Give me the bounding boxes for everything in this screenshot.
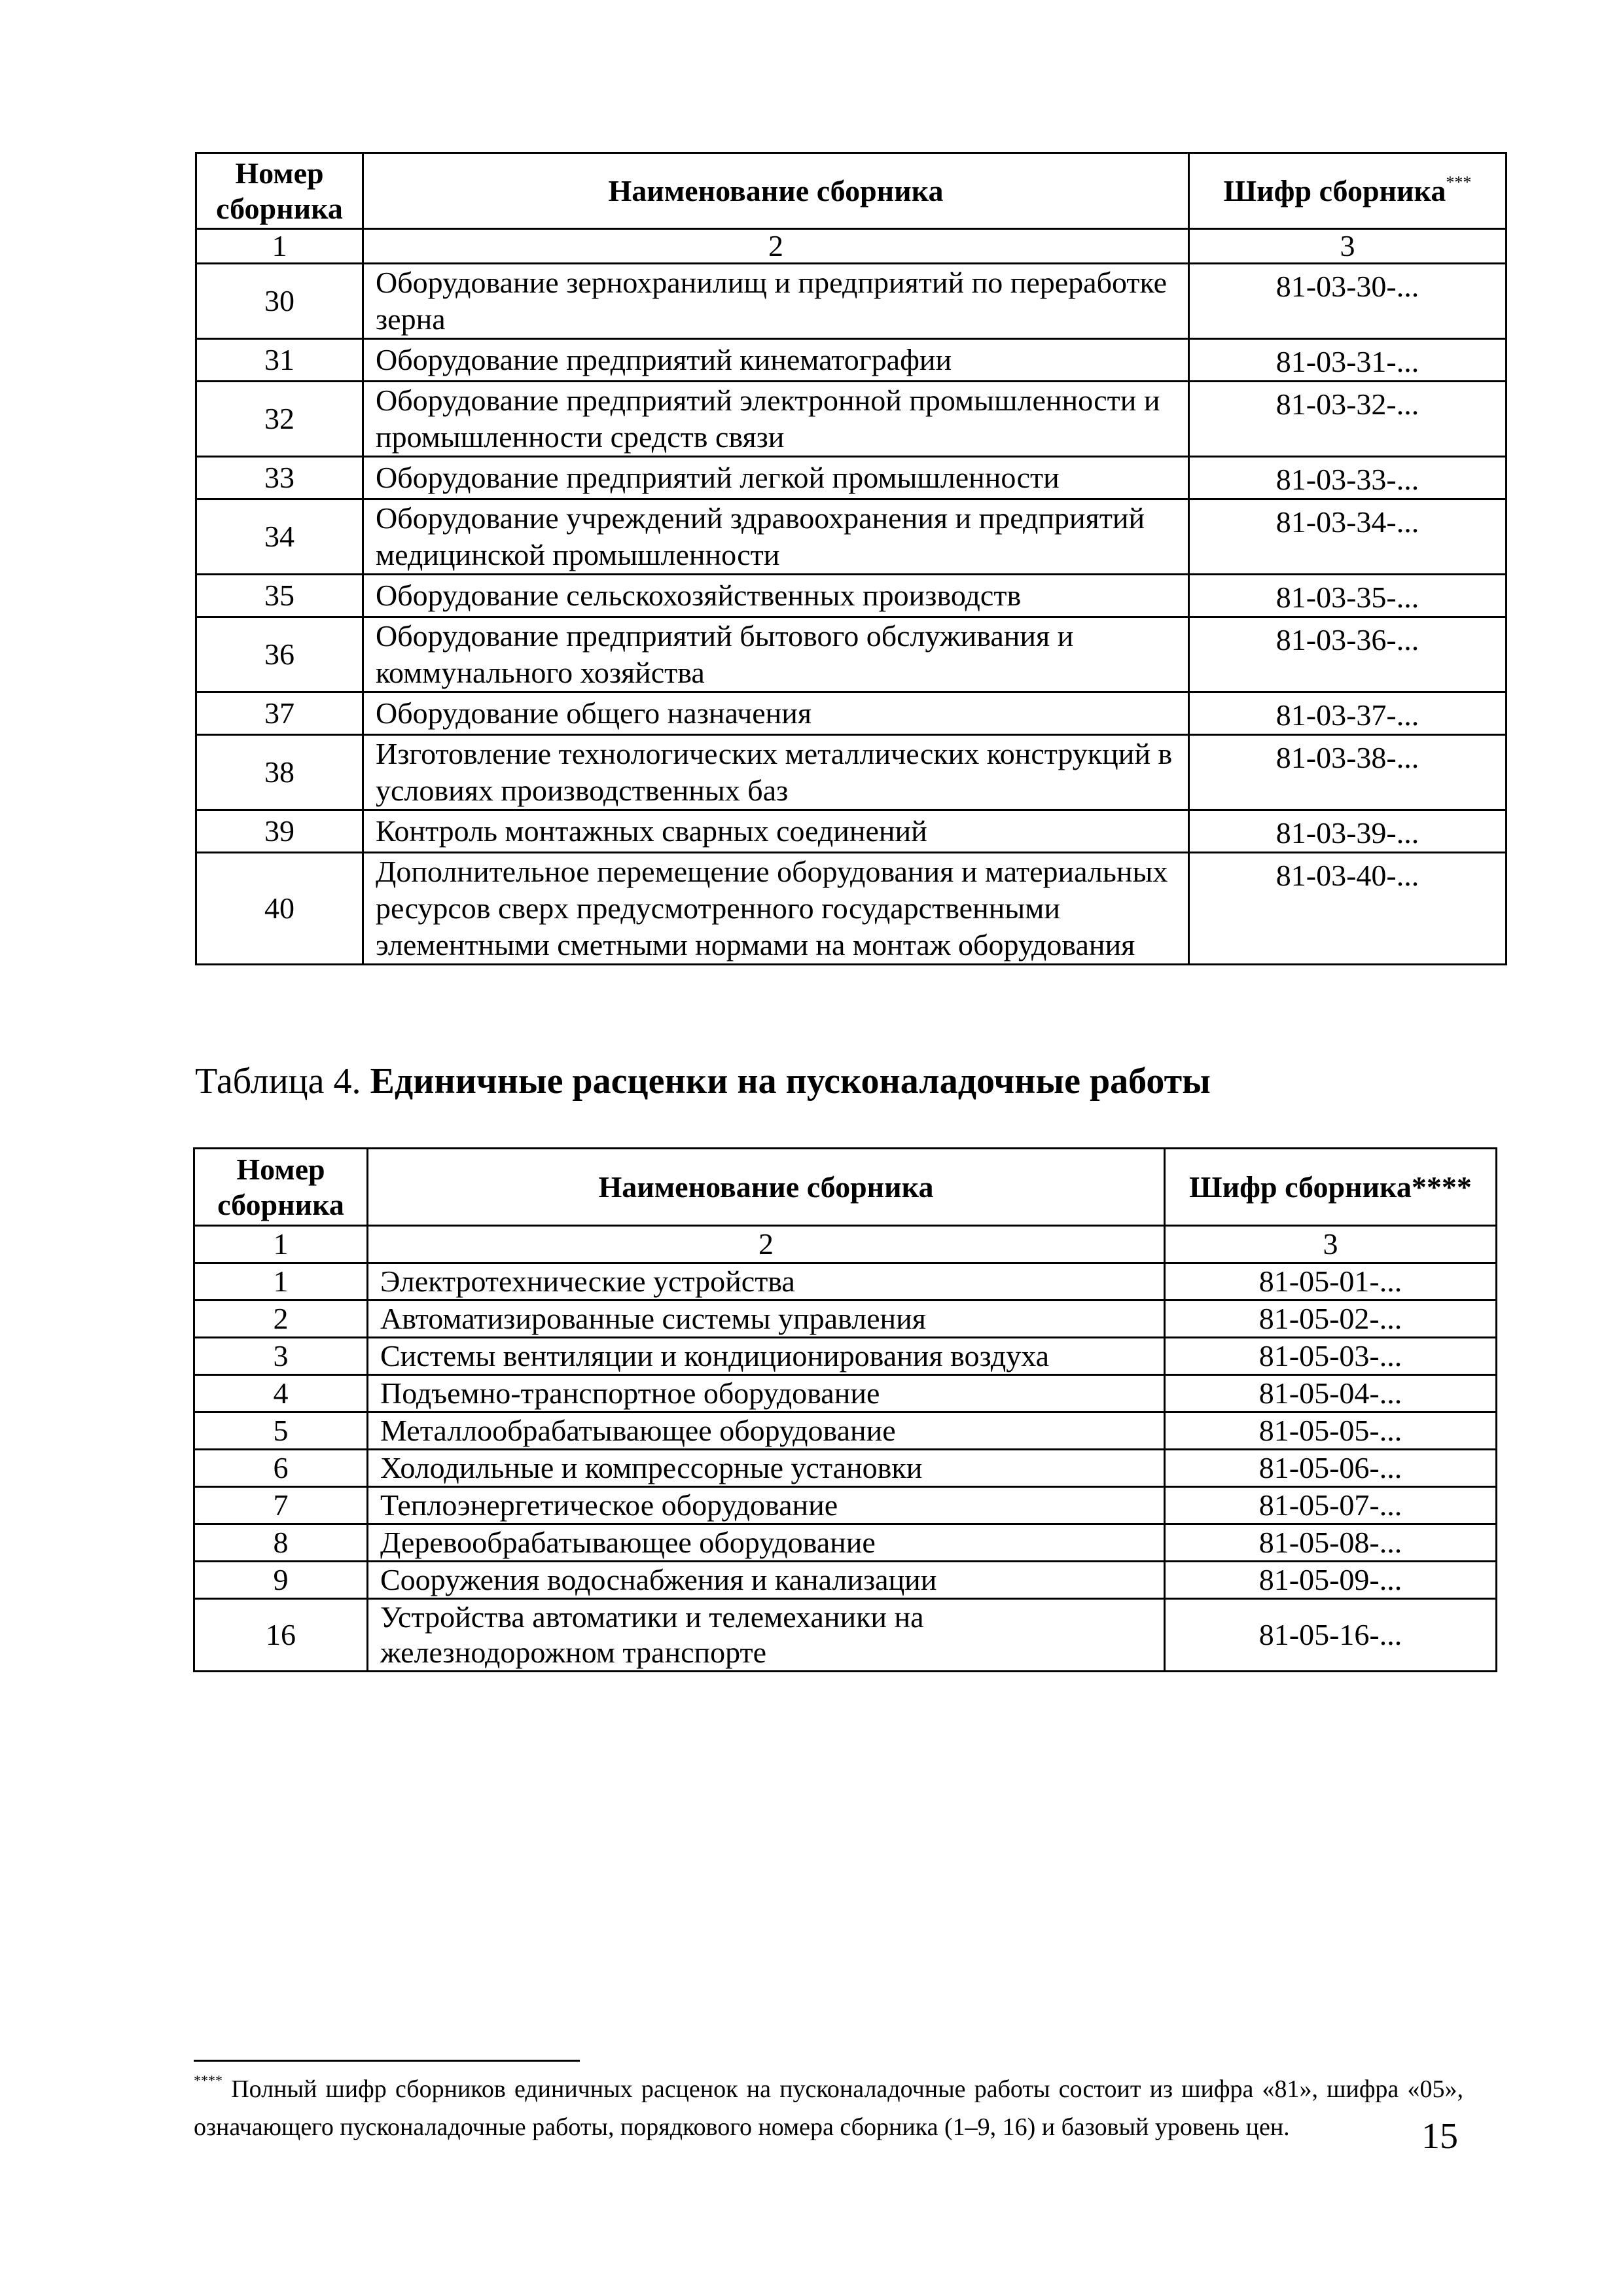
row-name-cell: Сооружения водоснабжения и канализации <box>368 1562 1165 1599</box>
table-header-row <box>196 153 1507 229</box>
row-number-cell: 39 <box>196 810 363 853</box>
row-code-cell: 81-05-01-... <box>1165 1263 1497 1300</box>
row-number-cell: 37 <box>196 692 363 735</box>
row-name-cell: Деревообрабатывающее оборудование <box>368 1524 1165 1562</box>
footnote-divider <box>194 2060 580 2062</box>
table-row <box>196 339 1507 382</box>
table-row <box>194 1263 1497 1300</box>
column-index-row <box>196 229 1507 264</box>
row-name-cell: Оборудование предприятий бытового обслуживания и коммунального хозяйства <box>363 617 1189 692</box>
table-row <box>196 575 1507 617</box>
row-code-cell: 81-03-36-... <box>1189 617 1507 692</box>
row-code-cell: 81-03-39-... <box>1189 810 1507 853</box>
row-code-cell: 81-05-06-... <box>1165 1450 1497 1487</box>
table-row <box>194 1338 1497 1375</box>
row-name-cell: Электротехнические устройства <box>368 1263 1165 1300</box>
row-number-cell: 7 <box>194 1487 368 1524</box>
table-row <box>194 1412 1497 1450</box>
row-code-cell: 81-03-34-... <box>1189 499 1507 575</box>
row-code-cell: 81-03-32-... <box>1189 382 1507 457</box>
row-name-cell: Оборудование предприятий электронной промышленности и промышленности средств связи <box>363 382 1189 457</box>
caption-title: Единичные расценки на пусконаладочные работы <box>370 1061 1211 1102</box>
row-number-cell: 38 <box>196 735 363 810</box>
row-number-cell: 8 <box>194 1524 368 1562</box>
footnote <box>194 2070 1463 2146</box>
table-unit-rates-commissioning <box>193 1147 1497 1672</box>
index-cell: 2 <box>368 1226 1165 1263</box>
row-number-cell: 40 <box>196 853 363 965</box>
table-row <box>194 1375 1497 1412</box>
header-name: Наименование сборника <box>363 153 1189 229</box>
footnote-marker: *** <box>1446 172 1472 192</box>
row-name-cell: Оборудование сельскохозяйственных производств <box>363 575 1189 617</box>
row-number-cell: 32 <box>196 382 363 457</box>
index-cell: 3 <box>1165 1226 1497 1263</box>
table-row <box>196 692 1507 735</box>
row-number-cell: 33 <box>196 457 363 499</box>
table-header-row <box>194 1149 1497 1226</box>
row-code-cell: 81-03-30-... <box>1189 264 1507 339</box>
row-number-cell: 3 <box>194 1338 368 1375</box>
index-cell: 2 <box>363 229 1189 264</box>
header-name: Наименование сборника <box>368 1149 1165 1226</box>
row-number-cell: 1 <box>194 1263 368 1300</box>
table-body <box>194 1263 1497 1672</box>
index-cell: 1 <box>196 229 363 264</box>
row-name-cell: Контроль монтажных сварных соединений <box>363 810 1189 853</box>
row-name-cell: Системы вентиляции и кондиционирования воздуха <box>368 1338 1165 1375</box>
row-code-cell: 81-05-16-... <box>1165 1599 1497 1672</box>
row-name-cell: Автоматизированные системы управления <box>368 1300 1165 1338</box>
row-name-cell: Оборудование предприятий кинематографии <box>363 339 1189 382</box>
row-code-cell: 81-03-31-... <box>1189 339 1507 382</box>
row-name-cell: Оборудование предприятий легкой промышленности <box>363 457 1189 499</box>
column-index-row <box>194 1226 1497 1263</box>
row-code-cell: 81-05-07-... <box>1165 1487 1497 1524</box>
table-row <box>196 457 1507 499</box>
page-number: 15 <box>1421 2116 1458 2157</box>
header-code-label: Шифр сборника <box>1223 173 1446 207</box>
row-name-cell: Оборудование общего назначения <box>363 692 1189 735</box>
header-number: Номер сборника <box>196 153 363 229</box>
table-row <box>194 1300 1497 1338</box>
row-number-cell: 31 <box>196 339 363 382</box>
table-row <box>196 382 1507 457</box>
row-code-cell: 81-05-09-... <box>1165 1562 1497 1599</box>
row-code-cell: 81-05-05-... <box>1165 1412 1497 1450</box>
row-number-cell: 4 <box>194 1375 368 1412</box>
table-unit-rates-installation <box>195 152 1507 965</box>
row-number-cell: 35 <box>196 575 363 617</box>
table-row <box>196 810 1507 853</box>
row-code-cell: 81-03-35-... <box>1189 575 1507 617</box>
row-code-cell: 81-05-02-... <box>1165 1300 1497 1338</box>
row-code-cell: 81-05-04-... <box>1165 1375 1497 1412</box>
table-row <box>196 499 1507 575</box>
footnote-mark: **** <box>194 2072 223 2089</box>
table-row <box>194 1487 1497 1524</box>
row-name-cell: Теплоэнергетическое оборудование <box>368 1487 1165 1524</box>
row-name-cell: Изготовление технологических металлических конструкций в условиях производственных баз <box>363 735 1189 810</box>
row-code-cell: 81-03-38-... <box>1189 735 1507 810</box>
row-name-cell: Металлообрабатывающее оборудование <box>368 1412 1165 1450</box>
table-row <box>196 735 1507 810</box>
row-number-cell: 34 <box>196 499 363 575</box>
table-body <box>196 264 1507 965</box>
footnote-text: Полный шифр сборников единичных расценок на пусконаладочные работы состоит из шифра «81», шифра «05», означающего пусконаладочные работы, порядкового номера сборника (1–9, 16) и базовый уровень цен. <box>194 2075 1464 2141</box>
table-row <box>196 264 1507 339</box>
row-code-cell: 81-03-33-... <box>1189 457 1507 499</box>
header-number: Номер сборника <box>194 1149 368 1226</box>
row-number-cell: 30 <box>196 264 363 339</box>
table-row <box>194 1599 1497 1672</box>
row-name-cell: Подъемно-транспортное оборудование <box>368 1375 1165 1412</box>
header-code <box>1189 153 1507 229</box>
row-number-cell: 6 <box>194 1450 368 1487</box>
row-code-cell: 81-05-08-... <box>1165 1524 1497 1562</box>
table-row <box>196 617 1507 692</box>
row-name-cell: Оборудование зернохранилищ и предприятий по переработке зерна <box>363 264 1189 339</box>
table-row <box>194 1524 1497 1562</box>
row-number-cell: 5 <box>194 1412 368 1450</box>
row-number-cell: 9 <box>194 1562 368 1599</box>
table-row <box>194 1562 1497 1599</box>
row-name-cell: Дополнительное перемещение оборудования и материальных ресурсов сверх предусмотренного государственными элементными сметными нормами на монтаж оборудования <box>363 853 1189 965</box>
table-row <box>196 853 1507 965</box>
row-name-cell: Холодильные и компрессорные установки <box>368 1450 1165 1487</box>
index-cell: 1 <box>194 1226 368 1263</box>
index-cell: 3 <box>1189 229 1507 264</box>
row-number-cell: 2 <box>194 1300 368 1338</box>
caption-prefix: Таблица 4. <box>195 1061 361 1102</box>
row-name-cell: Оборудование учреждений здравоохранения и предприятий медицинской промышленности <box>363 499 1189 575</box>
row-number-cell: 16 <box>194 1599 368 1672</box>
table-row <box>194 1450 1497 1487</box>
row-code-cell: 81-03-37-... <box>1189 692 1507 735</box>
row-code-cell: 81-05-03-... <box>1165 1338 1497 1375</box>
row-name-cell: Устройства автоматики и телемеханики на железнодорожном транспорте <box>368 1599 1165 1672</box>
row-code-cell: 81-03-40-... <box>1189 853 1507 965</box>
row-number-cell: 36 <box>196 617 363 692</box>
header-code: Шифр сборника**** <box>1165 1149 1497 1226</box>
table-caption <box>195 1060 1211 1102</box>
